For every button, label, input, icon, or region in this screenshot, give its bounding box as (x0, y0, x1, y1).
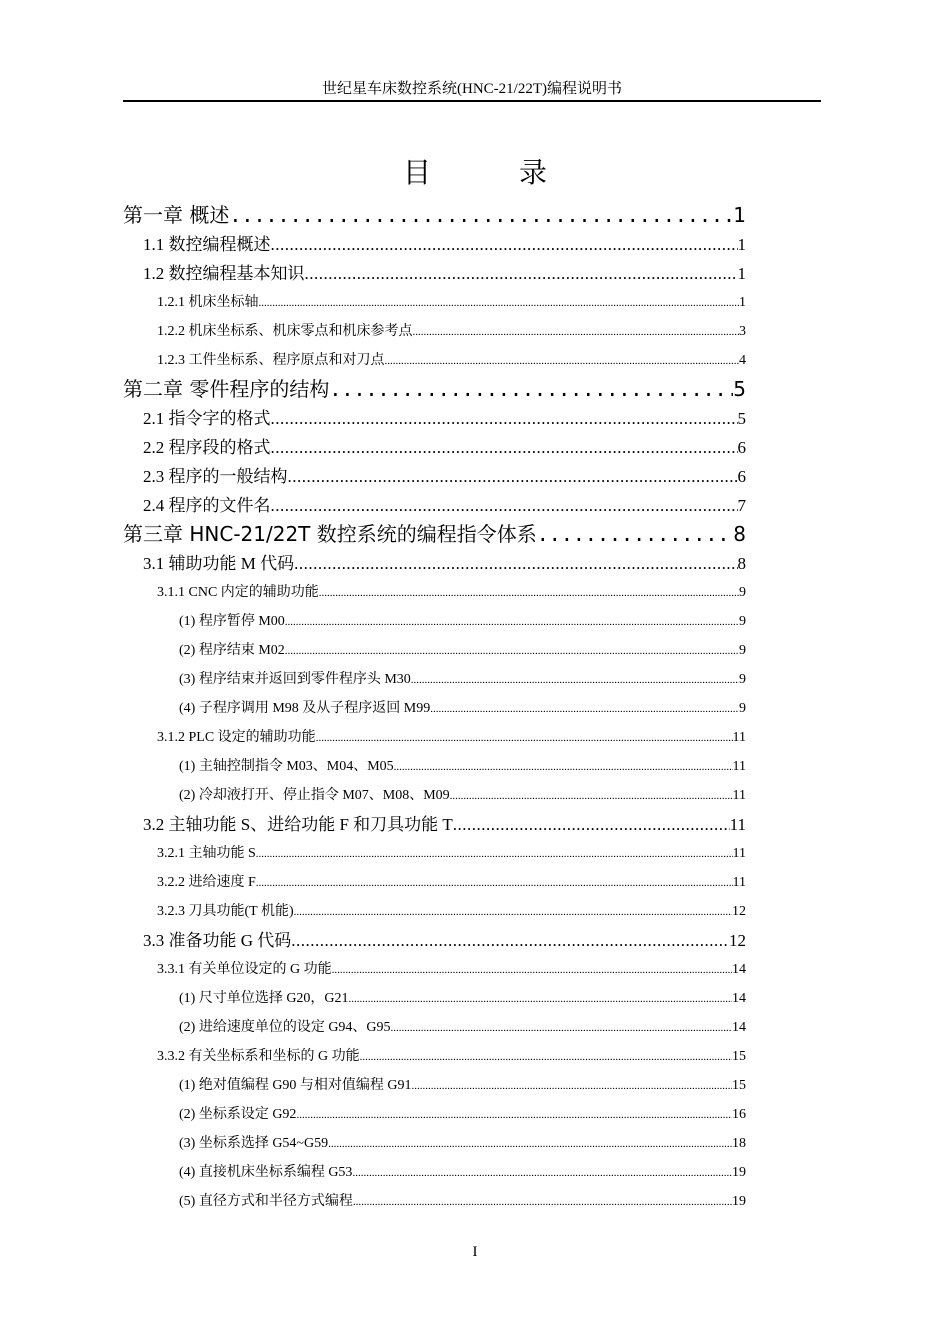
toc-dot-leader (229, 201, 733, 230)
toc-dot-leader (294, 549, 737, 578)
page-number: I (472, 1244, 478, 1260)
toc-entry[interactable] (123, 665, 746, 694)
toc-dot-leader (285, 608, 739, 637)
toc-entry-title: 第二章 零件程序的结构 (123, 377, 330, 401)
toc-entry-page: 11 (732, 788, 746, 803)
toc-entry-page: 11 (729, 815, 746, 834)
toc-entry-page: 3 (739, 324, 746, 339)
toc-dot-leader (537, 520, 734, 549)
toc-entry[interactable] (123, 868, 746, 897)
toc-entry[interactable] (123, 955, 746, 984)
toc-dot-leader (430, 695, 739, 724)
toc-entry[interactable] (123, 317, 746, 346)
toc-entry-page: 9 (739, 614, 746, 629)
toc-entry[interactable] (123, 1100, 746, 1129)
toc-entry[interactable] (123, 578, 746, 607)
toc-dot-leader (394, 753, 733, 782)
toc-entry-page: 19 (732, 1194, 746, 1209)
toc-dot-leader (296, 1101, 732, 1130)
toc-entry[interactable] (123, 259, 746, 288)
toc-entry[interactable] (123, 781, 746, 810)
toc-entry-page: 14 (732, 991, 746, 1006)
toc-dot-leader (294, 898, 732, 927)
toc-entry-title: 2.1 指令字的格式 (143, 409, 271, 428)
toc-dot-leader (453, 810, 730, 839)
toc-entry[interactable] (123, 839, 746, 868)
toc-entry-title: 第三章 HNC-21/22T 数控系统的编程指令体系 (123, 522, 537, 546)
toc-entry-title: (1) 主轴控制指令 M03、M04、M05 (179, 759, 394, 774)
toc-dot-leader (353, 1188, 732, 1217)
toc-entry-title: 3.2.3 刀具功能(T 机能) (157, 904, 294, 919)
toc-entry[interactable] (123, 1071, 746, 1100)
toc-entry[interactable] (123, 810, 746, 839)
toc-entry-page: 14 (732, 962, 746, 977)
toc-entry-title: 3.1.2 PLC 设定的辅助功能 (157, 730, 316, 745)
toc-entry-title: 3.3.1 有关单位设定的 G 功能 (157, 962, 332, 977)
toc-entry-title: 2.4 程序的文件名 (143, 496, 271, 515)
toc-entry[interactable] (123, 1158, 746, 1187)
toc-dot-leader (352, 1159, 732, 1188)
toc-entry-title: 2.3 程序的一般结构 (143, 467, 288, 486)
table-of-contents (123, 201, 746, 1216)
header-rule (123, 100, 821, 102)
toc-entry-page: 4 (739, 353, 746, 368)
toc-dot-leader (271, 230, 738, 259)
toc-entry[interactable] (123, 636, 746, 665)
page-header: 世纪星车床数控系统(HNC-21/22T)编程说明书 (322, 81, 622, 97)
toc-entry-page: 6 (737, 438, 746, 457)
toc-entry-title: (4) 子程序调用 M98 及从子程序返回 M99 (179, 701, 431, 716)
toc-entry-title: 3.2.2 进给速度 F (157, 875, 256, 890)
toc-entry-page: 9 (739, 701, 746, 716)
toc-entry[interactable] (123, 404, 746, 433)
toc-entry[interactable] (123, 549, 746, 578)
toc-entry-title: (3) 坐标系选择 G54~G59 (179, 1136, 329, 1151)
toc-dot-leader (385, 347, 740, 376)
toc-entry[interactable] (123, 1042, 746, 1071)
toc-entry[interactable] (123, 926, 746, 955)
toc-entry[interactable] (123, 288, 746, 317)
toc-dot-leader (259, 289, 740, 318)
toc-entry-page: 12 (729, 931, 746, 950)
toc-dot-leader (319, 579, 739, 608)
toc-dot-leader (332, 956, 732, 985)
toc-entry-page: 11 (732, 875, 746, 890)
toc-entry-title: 3.2 主轴功能 S、进给功能 F 和刀具功能 T (143, 815, 453, 834)
toc-entry-title: (5) 直径方式和半径方式编程 (179, 1194, 353, 1209)
toc-entry[interactable] (123, 1013, 746, 1042)
toc-dot-leader (328, 1130, 732, 1159)
toc-entry[interactable] (123, 375, 746, 404)
toc-dot-leader (450, 782, 733, 811)
toc-entry[interactable] (123, 462, 746, 491)
toc-dot-leader (413, 318, 740, 347)
toc-entry-title: 第一章 概述 (123, 203, 230, 227)
toc-dot-leader (291, 926, 729, 955)
toc-entry-page: 5 (733, 377, 746, 401)
toc-entry-title: (4) 直接机床坐标系编程 G53 (179, 1165, 353, 1180)
toc-entry-page: 9 (739, 585, 746, 600)
toc-dot-leader (349, 985, 732, 1014)
toc-dot-leader (288, 462, 738, 491)
toc-entry-page: 1 (737, 235, 746, 254)
toc-dot-leader (316, 724, 733, 753)
toc-entry-title: 2.2 程序段的格式 (143, 438, 271, 457)
toc-entry-title: (1) 尺寸单位选择 G20，G21 (179, 991, 349, 1006)
toc-entry[interactable] (123, 433, 746, 462)
toc-title-left: 目 (402, 156, 431, 189)
toc-entry-title: 3.3 准备功能 G 代码 (143, 931, 292, 950)
toc-dot-leader (391, 1014, 732, 1043)
toc-dot-leader (271, 404, 738, 433)
toc-entry[interactable] (123, 723, 746, 752)
toc-title (0, 155, 950, 191)
toc-dot-leader (271, 491, 738, 520)
toc-entry-title: 3.3.2 有关坐标系和坐标的 G 功能 (157, 1049, 360, 1064)
toc-entry-title: 1.2.3 工件坐标系、程序原点和对刀点 (157, 353, 385, 368)
toc-title-right: 录 (519, 156, 548, 189)
toc-entry-page: 11 (732, 759, 746, 774)
toc-entry[interactable] (123, 491, 746, 520)
toc-entry-page: 8 (737, 554, 746, 573)
toc-entry-title: 1.2.1 机床坐标轴 (157, 295, 259, 310)
toc-entry-title: 3.1 辅助功能 M 代码 (143, 554, 295, 573)
toc-dot-leader (256, 869, 733, 898)
toc-entry-title: 3.2.1 主轴功能 S (157, 846, 256, 861)
toc-entry-title: (1) 绝对值编程 G90 与相对值编程 G91 (179, 1078, 412, 1093)
toc-entry-page: 1 (737, 264, 746, 283)
toc-entry-page: 1 (739, 295, 746, 310)
toc-dot-leader (329, 375, 733, 404)
toc-entry-page: 5 (737, 409, 746, 428)
toc-entry-page: 7 (737, 496, 746, 515)
toc-entry-page: 14 (732, 1020, 746, 1035)
toc-entry-page: 9 (739, 643, 746, 658)
toc-entry-page: 15 (732, 1078, 746, 1093)
toc-entry[interactable] (123, 752, 746, 781)
toc-entry-title: (2) 程序结束 M02 (179, 643, 285, 658)
toc-entry[interactable] (123, 346, 746, 375)
toc-entry[interactable] (123, 201, 746, 230)
toc-entry-title: 1.2.2 机床坐标系、机床零点和机床参考点 (157, 324, 413, 339)
toc-dot-leader (305, 259, 738, 288)
toc-entry[interactable] (123, 1129, 746, 1158)
toc-entry-title: (2) 进给速度单位的设定 G94、G95 (179, 1020, 391, 1035)
toc-entry[interactable] (123, 520, 746, 549)
toc-entry-title: (2) 坐标系设定 G92 (179, 1107, 297, 1122)
toc-entry-page: 11 (732, 730, 746, 745)
toc-entry-title: 1.1 数控编程概述 (143, 235, 271, 254)
toc-entry-page: 1 (733, 203, 746, 227)
toc-entry-page: 15 (732, 1049, 746, 1064)
toc-entry[interactable] (123, 230, 746, 259)
toc-dot-leader (412, 1072, 732, 1101)
toc-entry-page: 19 (732, 1165, 746, 1180)
toc-entry-page: 11 (732, 846, 746, 861)
toc-dot-leader (360, 1043, 732, 1072)
toc-entry[interactable] (123, 694, 746, 723)
toc-dot-leader (285, 637, 739, 666)
toc-entry-page: 8 (733, 522, 746, 546)
toc-entry-title: (2) 冷却液打开、停止指令 M07、M08、M09 (179, 788, 450, 803)
toc-entry-title: 3.1.1 CNC 内定的辅助功能 (157, 585, 319, 600)
toc-entry-title: (3) 程序结束并返回到零件程序头 M30 (179, 672, 411, 687)
toc-entry-page: 6 (737, 467, 746, 486)
toc-entry[interactable] (123, 984, 746, 1013)
toc-entry-title: (1) 程序暂停 M00 (179, 614, 285, 629)
toc-entry-title: 1.2 数控编程基本知识 (143, 264, 305, 283)
toc-dot-leader (271, 433, 738, 462)
toc-dot-leader (256, 840, 733, 869)
toc-entry[interactable] (123, 1187, 746, 1216)
toc-entry-page: 18 (732, 1136, 746, 1151)
toc-entry[interactable] (123, 897, 746, 926)
toc-entry-page: 12 (732, 904, 746, 919)
toc-entry-page: 16 (732, 1107, 746, 1122)
toc-entry[interactable] (123, 607, 746, 636)
toc-entry-page: 9 (739, 672, 746, 687)
toc-dot-leader (411, 666, 739, 695)
